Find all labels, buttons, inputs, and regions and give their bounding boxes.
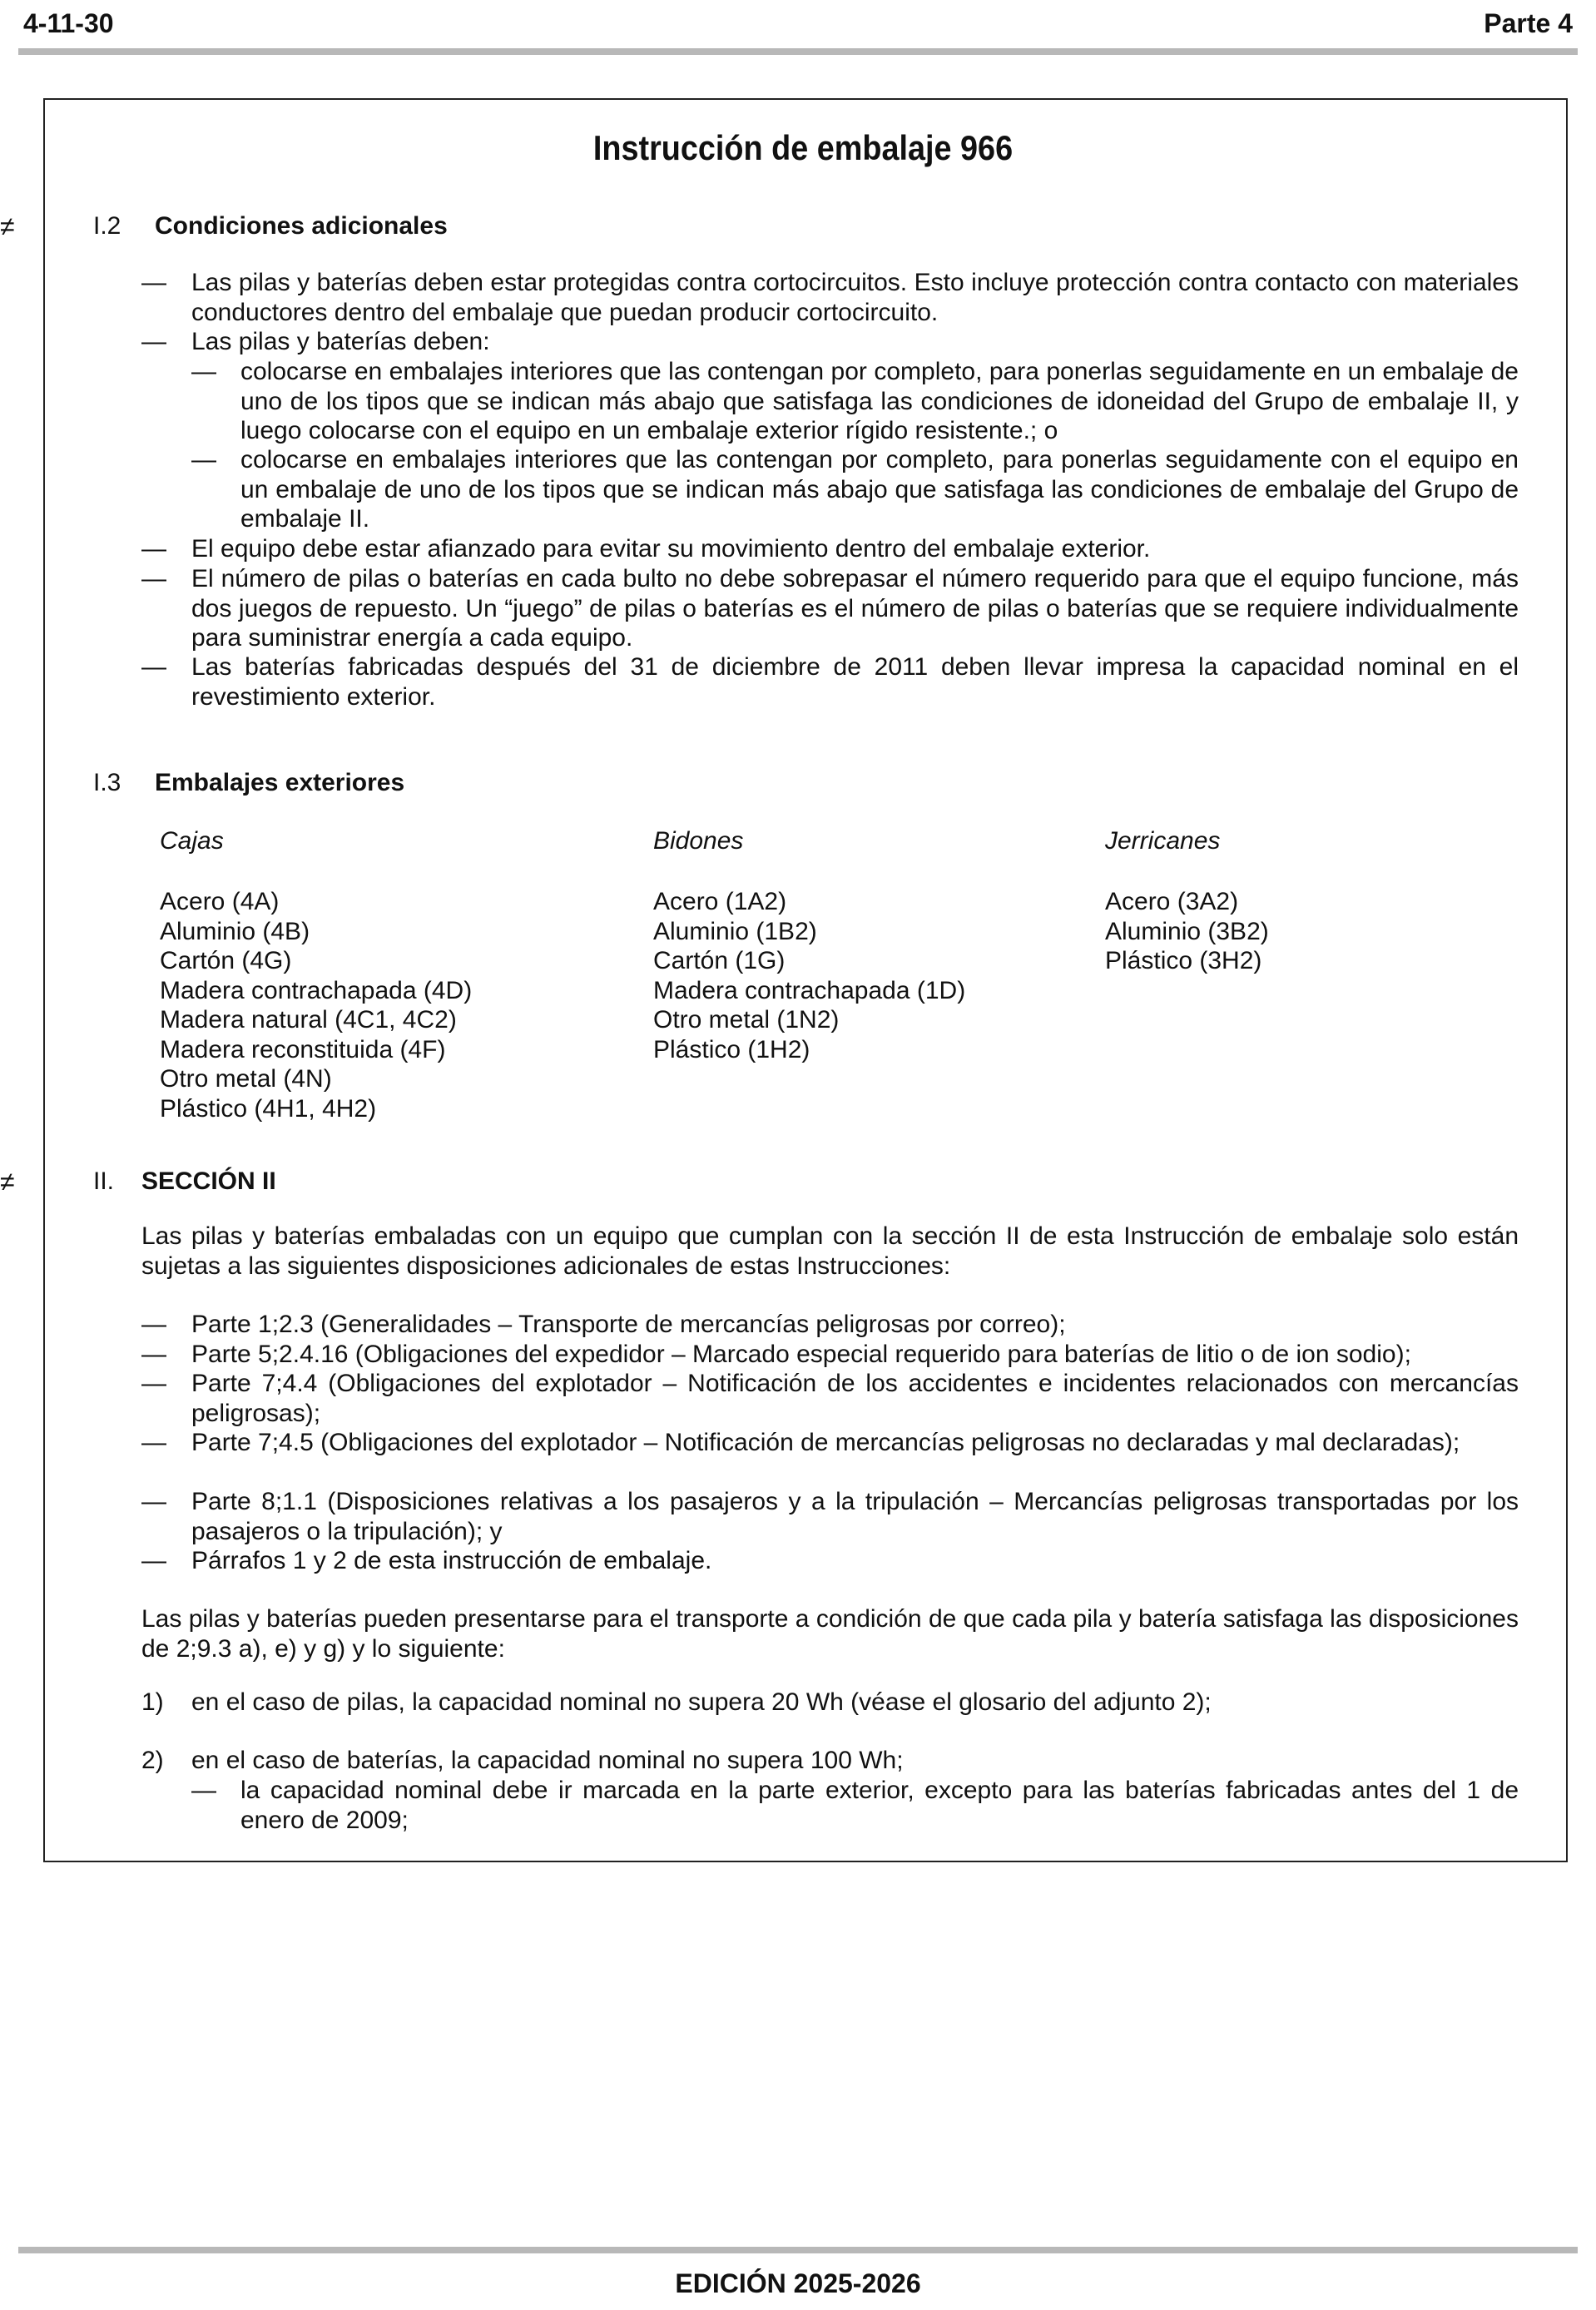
list-item: Parte 8;1.1 (Disposiciones relativas a los pasajeros y a la tripulación – Mercancías peligrosas transportadas por los pasajeros o la tripulación); y — [191, 1488, 1519, 1545]
dash-icon: — — [141, 1370, 166, 1397]
list-item: Acero (3A2) — [1105, 888, 1239, 915]
list-item: Plástico (4H1, 4H2) — [160, 1094, 377, 1123]
list-item: Parte 1;2.3 (Generalidades – Transporte de mercancías peligrosas por correo); — [191, 1311, 1066, 1338]
list-item: Acero (4A) — [160, 888, 280, 915]
page-number: 4-11-30 — [23, 8, 114, 38]
section-intro: Las pilas y baterías embaladas con un equipo que cumplan con la sección II de esta Instrucción de embalaje solo están sujetas a las siguientes disposiciones adicionales de estas Instrucciones: — [141, 1222, 1519, 1280]
list-item: Cartón (4G) — [160, 947, 292, 974]
list-item: Parte 7;4.4 (Obligaciones del explotador – Notificación de los accidentes e incidentes relacionados con mercancías peligrosas); — [191, 1370, 1519, 1427]
list-item: Plástico (3H2) — [1105, 947, 1262, 974]
list-item: Otro metal (4N) — [160, 1065, 332, 1093]
list-item: Aluminio (1B2) — [653, 917, 817, 945]
paragraph: Las pilas y baterías pueden presentarse para el transporte a condición de que cada pila y batería satisfaga las disposiciones de 2;9.3 a), e) y g) y lo siguiente: — [141, 1605, 1519, 1663]
dash-icon: — — [141, 535, 166, 563]
packaging-list-cajas — [160, 887, 472, 1123]
list-item: El equipo debe estar afianzado para evitar su movimiento dentro del embalaje exterior. — [191, 535, 1151, 563]
dash-icon: — — [141, 269, 166, 296]
list-item: Parte 5;2.4.16 (Obligaciones del expedidor – Marcado especial requerido para baterías de litio o de ion sodio); — [191, 1341, 1411, 1368]
column-header-jerricanes: Jerricanes — [1105, 827, 1221, 855]
list-item: Otro metal (1N2) — [653, 1006, 840, 1034]
item-number: 2) — [141, 1747, 164, 1774]
section-number: I.2 — [93, 212, 121, 240]
list-item: Madera reconstituida (4F) — [160, 1035, 446, 1063]
list-item: Aluminio (4B) — [160, 917, 310, 945]
header-rule — [18, 48, 1578, 55]
dash-icon: — — [191, 1777, 216, 1804]
dash-icon: — — [141, 328, 166, 355]
column-header-cajas: Cajas — [160, 827, 224, 855]
list-item: Madera natural (4C1, 4C2) — [160, 1006, 457, 1034]
packaging-list-jerricanes — [1105, 887, 1269, 976]
dash-icon: — — [141, 1547, 166, 1574]
dash-icon: — — [141, 565, 166, 592]
section-title: Embalajes exteriores — [155, 769, 405, 796]
list-item: colocarse en embalajes interiores que las contengan por completo, para ponerlas seguidamente con el equipo en un embalaje de uno de los tipos que se indican más abajo que satisfaga las condiciones de embalaje del Grupo de embalaje II. — [240, 446, 1519, 533]
dash-icon: — — [191, 446, 216, 473]
section-number: II. — [93, 1167, 115, 1195]
dash-icon: — — [141, 1311, 166, 1338]
column-header-bidones: Bidones — [653, 827, 744, 855]
list-item: Cartón (1G) — [653, 947, 786, 974]
list-item: Las baterías fabricadas después del 31 de diciembre de 2011 deben llevar impresa la capacidad nominal en el revestimiento exterior. — [191, 653, 1519, 711]
part-label: Parte 4 — [1484, 8, 1573, 38]
list-item: El número de pilas o baterías en cada bulto no debe sobrepasar el número requerido para que el equipo funcione, más dos juegos de repuesto. Un “juego” de pilas o baterías es el número de pilas o baterías que se requiere individualmente para suministrar energía a cada equipo. — [191, 565, 1519, 652]
dash-icon: — — [141, 1488, 166, 1515]
list-item: Las pilas y baterías deben estar protegidas contra cortocircuitos. Esto incluye protección contra contacto con materiales conductores dentro del embalaje que puedan producir cortocircuito. — [191, 269, 1519, 326]
list-item: Aluminio (3B2) — [1105, 917, 1269, 945]
list-item: Plástico (1H2) — [653, 1035, 810, 1063]
list-item: Las pilas y baterías deben: — [191, 328, 490, 355]
list-item: Acero (1A2) — [653, 888, 787, 915]
section-title: Condiciones adicionales — [155, 212, 448, 240]
edition-footer: EDICIÓN 2025-2026 — [675, 2268, 921, 2298]
dash-icon: — — [141, 1429, 166, 1456]
numbered-item: en el caso de pilas, la capacidad nominal no supera 20 Wh (véase el glosario del adjunto 2); — [191, 1688, 1212, 1716]
section-title: SECCIÓN II — [141, 1167, 276, 1195]
section-number: I.3 — [93, 769, 121, 796]
footer-rule — [18, 2247, 1578, 2253]
dash-icon: — — [141, 1341, 166, 1368]
page-header — [23, 5, 1573, 42]
change-mark-icon: ≠ — [0, 211, 15, 241]
dash-icon: — — [191, 358, 216, 385]
list-item: Madera contrachapada (4D) — [160, 976, 473, 1004]
packaging-list-bidones — [653, 887, 965, 1064]
dash-icon: — — [141, 653, 166, 681]
item-number: 1) — [141, 1688, 164, 1716]
list-item: Párrafos 1 y 2 de esta instrucción de embalaje. — [191, 1547, 712, 1574]
page-title: Instrucción de embalaje 966 — [592, 128, 1014, 167]
list-item: colocarse en embalajes interiores que las contengan por completo, para ponerlas seguidamente en un embalaje de uno de los tipos que se indican más abajo que satisfaga las condiciones de idoneidad del Grupo de embalaje II, y luego colocarse con el equipo en un embalaje exterior rígido resistente.; o — [240, 358, 1519, 444]
change-mark-icon: ≠ — [0, 1167, 15, 1197]
list-item: Madera contrachapada (1D) — [653, 976, 966, 1004]
numbered-item: en el caso de baterías, la capacidad nominal no supera 100 Wh; — [191, 1747, 904, 1774]
list-item: la capacidad nominal debe ir marcada en la parte exterior, excepto para las baterías fabricadas antes del 1 de enero de 2009; — [240, 1777, 1519, 1834]
list-item: Parte 7;4.5 (Obligaciones del explotador – Notificación de mercancías peligrosas no declaradas y mal declaradas); — [191, 1429, 1460, 1456]
